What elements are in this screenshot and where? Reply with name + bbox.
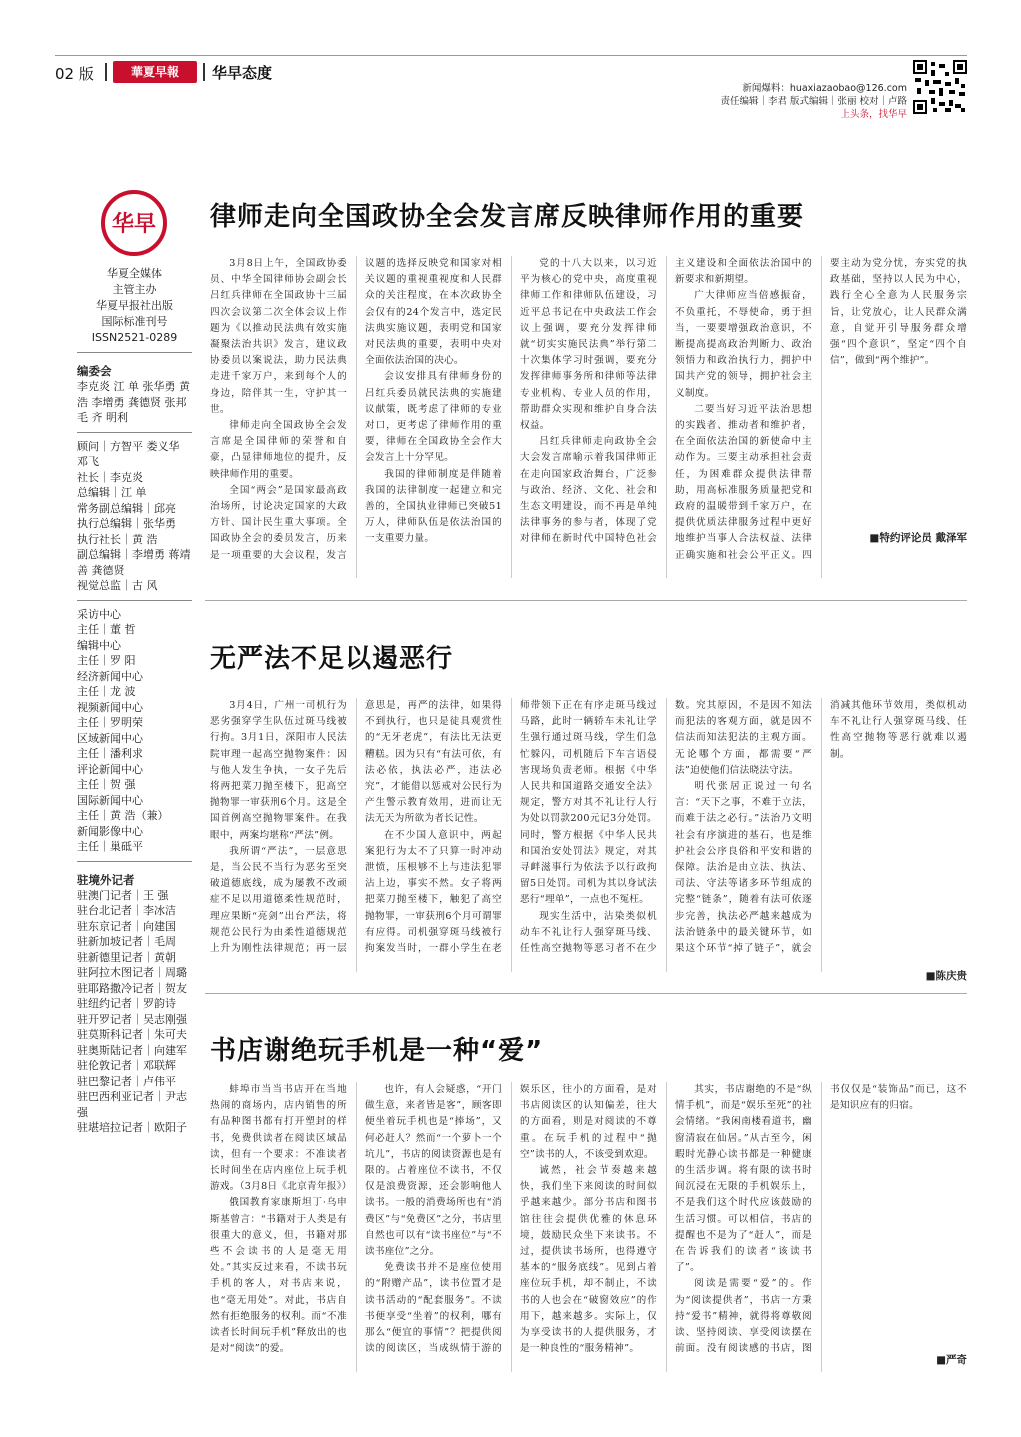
publisher-line: 主管主办 (112, 283, 157, 296)
article-3-title: 书店谢绝玩手机是一种“爱” (210, 1036, 544, 1066)
center-line: 经济新闻中心 (77, 669, 143, 683)
overseas-correspondent-line: 驻巴西利亚记者｜尹志强 (77, 1090, 187, 1119)
article-text-flow (210, 1082, 967, 1372)
publisher-line: ISSN2521-0289 (91, 331, 178, 344)
article-2-title: 无严法不足以遏恶行 (210, 644, 454, 674)
center-line: 视频新闻中心 (77, 700, 143, 714)
publisher-line: 华夏早报社出版 (96, 299, 173, 312)
sidebar-divider (77, 352, 192, 353)
article-paragraph: 全国“两会”是国家最高政治场所，讨论决定国家的大政方针、国计民生重大事项。全国政协全会的委员发言，历来是一项重要的大会议程，发言议题的选择反映党和国家对相关议题的重视重视度和人民群众的关注程度，在本次政协全会仅有的24个发言中，选定民法典实施议题，表明党和国家对民法典的重要，表明中央对全面依法治国的决心。 (210, 258, 502, 561)
article-paragraph: 3月4日，广州一司机行为恶劣强穿学生队伍过斑马线被行拘。3月1日，深阳市人民法院审理一起高空抛物案件：因与他人发生争执，一女子先后将两把菜刀抛至楼下，犯高空抛物罪一审获刑6个月。这是全国首例高空抛物罪案件。在我眼中，两案均堪称“严法”例。 (210, 700, 347, 841)
article-paragraph: 诚然，社会节奏越来越快，我们坐下来阅读的时间似乎越来越少。部分书店和图书馆往往会提供优雅的休息环境，鼓励民众坐下来读书。不过，提供读书场所，也得遵守基本的“服务底线”。见到占着座位玩手机，却不制止，不读书的人也会在“破窗效应”的作用下，越来越多。实际上，仅为享受读书的人提供服务，才是一种良性的“服务精神”。 (520, 1165, 657, 1355)
article-1-body (210, 256, 967, 578)
editorial-board-members: 李克炎 江 单 张华勇 黄 浩 李增勇 龚德贤 张邦毛 齐 明利 (77, 380, 190, 424)
sidebar-divider (77, 432, 192, 433)
staff-role-line: 总编辑｜江 单 (77, 486, 147, 499)
center-line: 采访中心 (77, 607, 121, 621)
article-paragraph: 免费读书并不是座位使用的“附赠产品”，读书位置才是读书活动的“配套服务”。不读书便享受“坐着”的权利，哪有那么“便宜的事情”？把提供阅读的阅读区，当成纵情于游的娱乐区，往小的方面看，是对书店阅读区的认知偏差，往大的方面看，则是对阅读的不尊重。在玩手机的过程中“抛空”读书的人，不该受到欢迎。 (365, 1084, 657, 1355)
article-text-flow (210, 698, 967, 972)
center-line: 国际新闻中心 (77, 793, 143, 807)
qr-code-icon (913, 60, 967, 114)
newspaper-seal-logo (101, 190, 167, 256)
center-line: 主任｜董 哲 (77, 623, 136, 636)
overseas-correspondent-line: 驻伦敦记者｜邓联辉 (77, 1059, 176, 1072)
article-paragraph: 其实，书店谢绝的不是“纵情手机”，而是“娱乐至死”的社会情绪。“我闲南楼看道书，幽窗清寂在仙居。”从古至今，闲暇时光静心读书都是一种健康的生活步调。将有限的读书时间沉浸在无限的手机娱乐上，不是我们这个时代应该鼓励的生活习惯。可以相信，书店的提醒也不是为了“赶人”，而是在告诉我们的读者“该读书了”。 (675, 1084, 812, 1274)
center-line: 新闻影像中心 (77, 824, 143, 838)
overseas-correspondent-line: 驻纽约记者｜罗韵诗 (77, 997, 176, 1010)
masthead-sidebar (77, 190, 192, 1136)
overseas-correspondent-line: 驻新德里记者｜黄朝 (77, 950, 176, 964)
article-divider (205, 993, 967, 994)
sidebar-divider (77, 600, 192, 601)
overseas-list (77, 888, 192, 1136)
article-paragraph: 广大律师应当倍感振奋，不负重托，不辱使命，勇于担当，一要要增强政治意识，不断提高提高政治判断力、政治领悟力和政治执行力，拥护中国共产党的领导，拥护社会主义制度。 (675, 290, 812, 399)
staff-role-line: 副总编辑｜李增勇 蒋靖善 龚德贤 (77, 548, 191, 577)
section-title: 华早态度 (212, 64, 273, 82)
center-line: 主任｜罗 阳 (77, 654, 136, 667)
center-line: 主任｜贺 强 (77, 778, 136, 791)
seal-text: 华早 (111, 212, 156, 237)
overseas-correspondent-line: 驻巴黎记者｜卢伟平 (77, 1074, 176, 1088)
center-line: 主任｜巢砥平 (77, 840, 143, 853)
editors-line: 责任编辑｜李君 版式编辑｜张丽 校对｜卢路 (720, 96, 907, 107)
staff-role-line: 社长｜李克炎 (77, 470, 143, 484)
sidebar-divider (77, 861, 192, 862)
center-line: 主任｜潘利求 (77, 747, 143, 760)
staff-role-line: 常务副总编辑｜邱亮 (77, 501, 176, 515)
article-1-byline: ■特约评论员 戴泽军 (869, 532, 967, 544)
overseas-correspondent-line: 驻开罗记者｜吴志刚强 (77, 1012, 187, 1026)
center-line: 主任｜龙 波 (77, 685, 136, 698)
overseas-correspondent-line: 驻台北记者｜李冰洁 (77, 904, 176, 917)
article-2-body (210, 698, 967, 972)
article-paragraph: 我国的律师制度是伴随着我国的法律制度一起建立和完善的，全国执业律师已突破51万人，律师队伍是依法治国的一支重要力量。 (365, 468, 502, 545)
article-paragraph: 我所谓“严法”，一层意思是，当公民不当行为恶劣至突破道德底线，成为屡教不改顽症不足以用道德柔性规范时，理应果断“亮剑”出台严法，将规范公民行为由柔性道德规范上升为刚性法律规范；再一层意思是，再严的法律，如果得不到执行，也只是徒具观赏性的“无牙老虎”，有法比无法更糟糕。因为只有“有法可依，有法必依，执法必严，违法必究”，才能借以惩戒对公民行为产生警示教育效用，进而让无法无天为所欲为者长记性。 (210, 700, 502, 955)
article-paragraph: 阅读是需要“爱”的。作为“阅读提供者”，书店一方秉持“爱书”精神，就得将尊敬阅读、坚持阅读、享受阅读摆在前面。没有阅读感的书店，图书仅仅是“装饰品”而已，这不是知识应有的归宿。 (675, 1084, 967, 1355)
overseas-correspondent-line: 驻堪培拉记者｜欧阳子 (77, 1121, 187, 1134)
overseas-correspondent-line: 驻新加坡记者｜毛周 (77, 935, 176, 948)
article-paragraph: 蚌埠市当当书店开在当地热闹的商场内，店内销售的所有品种图书都有打开塑封的样书，免费供读者在阅读区域品读，但有一个要求：不准读者长时间坐在店内座位上玩手机游戏。（3月8日《北京青年报》） (210, 1084, 352, 1193)
article-paragraph: 律师走向全国政协全会发言席是全国律师的荣誉和自豪，凸显律师地位的提升，反映律师作用的重要。 (210, 420, 347, 480)
article-3-body (210, 1082, 967, 1372)
article-paragraph: 也许，有人会疑惑，“开门做生意，来者皆是客”，顾客即便坐着玩手机也是“捧场”，又何必赶人？然而“一个萝卜一个坑儿”，书店的阅读资源也是有限的。占着座位不读书，不仅仅是浪费资源，还会影响他人读书。一般的消费场所也有“消费区”与“免费区”之分，书店里自然也可以有“读书座位”与“不读书座位”之分。 (365, 1084, 502, 1258)
article-paragraph: 会议安排具有律师身份的吕红兵委员就民法典的实施建议献策，既考虑了律师的专业对口，更考虑了律师作用的重要，律师在全国政协全会作大会发言上十分罕见。 (365, 371, 502, 464)
article-1-title: 律师走向全国政协全会发言席反映律师作用的重要 (210, 202, 805, 232)
roles-list (77, 439, 192, 594)
contact-email-line: 新闻爆料：huaxiazaobao@126.com (742, 83, 907, 94)
article-paragraph: 二要当好习近平法治思想的实践者、推动者和维护者，在全面依法治国的新使命中主动作为。三要主动承担社会责任，为困难群众提供法律帮助，用高标准服务质量把党和政府的温暖带到千家万户，在提供优质法律服务过程中更好地维护当事人合法权益、法律正确实施和社会公平正义。四要主动为党分忧，夯实党的执政基础，坚持以人民为中心，践行全心全意为人民服务宗旨，让党放心，让人民群众满意，自觉开引导服务群众增强“四个意识”，坚定“四个自信”，做到“两个维护”。 (675, 258, 967, 561)
center-line: 区域新闻中心 (77, 731, 143, 745)
article-text-flow (210, 256, 967, 578)
article-divider (205, 600, 967, 601)
publisher-line: 国际标准刊号 (101, 315, 168, 328)
article-3-byline: ■严奇 (936, 1354, 967, 1366)
staff-role-line: 执行社长｜黄 浩 (77, 532, 158, 546)
article-paragraph: 党的十八大以来，以习近平为核心的党中央，高度重视律师工作和律师队伍建设，习近平总书记在中央政法工作会议上强调，要充分发挥律师就“切实实施民法典”举行第二十次集体学习时强调，要充分发挥律师事务所和律师等法律专业机构、专业人员的作用，帮助群众实现和维护自身合法权益。 (520, 258, 657, 432)
header-separator (105, 63, 107, 81)
article-paragraph: 现实生活中，沾染类似机动车不礼让行人强穿斑马线、任性高空抛物等恶习者不在少数。究其原因，不是因不知法而犯法的客观方面，就是因不信法而知法犯法的主观方面。无论哪个方面，都需要“严法”迫使他们信法晓法守法。 (520, 700, 812, 955)
center-line: 主任｜罗明荣 (77, 716, 143, 729)
centers-list (77, 607, 192, 855)
slogan: 上头条，找华早 (840, 109, 907, 120)
article-paragraph: 俄国教育家康斯坦丁·乌申斯基曾言：“书籍对于人类是有很重大的意义，但，书籍对那些不会读书的人是毫无用处。”其实反过来看，不读书玩手机的客人，对书店来说，也“毫无用处”。对此，书店自然有拒绝服务的权利。而“不准读者长时间玩手机”释放出的也是对“阅读”的爱。 (210, 1197, 347, 1355)
contact-info (720, 82, 907, 121)
editorial-board-heading: 编委会 (77, 364, 112, 378)
overseas-correspondent-line: 驻奥斯陆记者｜向建军 (77, 1043, 187, 1057)
staff-role-line: 视觉总监｜古 风 (77, 579, 158, 592)
overseas-correspondent-line: 驻耶路撒冷记者｜贺友 (77, 981, 187, 995)
overseas-correspondent-line: 驻澳门记者｜王 强 (77, 888, 169, 902)
page-header (55, 55, 967, 125)
page-number: 02 版 (55, 65, 94, 83)
newspaper-logo: 華夏早報 (113, 61, 197, 83)
publisher-line: 华夏全媒体 (107, 267, 162, 280)
article-2-byline: ■陈庆贵 (925, 970, 967, 982)
staff-role-line: 顾问｜方智平 娄义华 邓飞 (77, 439, 180, 468)
article-paragraph: 在不少国人意识中，两起案犯行为太不了只算一时冲动泄愤，压根够不上与违法犯罪沾上边，事实不然。女子将两把菜刀抛至楼下，触犯了高空抛物罪，一审获刑6个月可谓罪有应得。司机强穿斑马线被行拘案发当时，一群小学生在老师带领下正在有序走斑马线过马路，此时一辆轿车未礼让学生强行通过斑马线，学生们急忙躲闪，司机随后下车言语侵害现场负责老师。根据《中华人民共和国道路交通安全法》规定，警方对其不礼让行人行为处以罚款200元记3分处罚。同时，警方根据《中华人民共和国治安处罚法》规定，对其寻衅滋事行为依法予以行政拘留5日处罚。司机为其以身试法恶行“埋单”，一点也不冤枉。 (365, 700, 657, 955)
center-line: 编辑中心 (77, 638, 121, 652)
overseas-correspondent-line: 驻阿拉木图记者｜周璐 (77, 966, 187, 979)
overseas-heading: 驻境外记者 (77, 872, 135, 887)
center-line: 评论新闻中心 (77, 762, 143, 776)
article-paragraph: 明代张居正说过一句名言：“天下之事，不难于立法，而难于法之必行。”法治乃文明社会有序演进的基石，也是维护社会公序良俗和平安和谐的保障。法治是由立法、执法、司法、守法等诸多环节组成的完整“链条”，随着有法可依逐步完善，执法必严越来越成为法治链条中的最关键环节，如果这个环节“掉了链子”，就会消减其他环节效用，类似机动车不礼让行人强穿斑马线、任性高空抛物等恶行就难以遏制。 (675, 700, 967, 955)
overseas-correspondent-line: 驻莫斯科记者｜朱可夫 (77, 1028, 187, 1041)
publisher-info (77, 266, 192, 346)
overseas-correspondent-line: 驻东京记者｜向建国 (77, 919, 176, 933)
staff-role-line: 执行总编辑｜张华勇 (77, 517, 176, 530)
article-paragraph: 3月8日上午，全国政协委员、中华全国律师协会副会长吕红兵律师在全国政协十三届四次会议第二次全体会议上作题为《以推动民法典有效实施凝聚法治共识》发言，建议政协委员以案说法，助力民法典走进千家万户，来到每个人的身边，陪伴其一生，守护其一世。 (210, 258, 347, 415)
header-rule (55, 55, 967, 56)
header-separator (203, 63, 205, 81)
center-line: 主任｜黄 浩（兼） (77, 809, 169, 822)
article-paragraph: 吕红兵律师走向政协全会大会发言席喻示着我国律师正在走向国家政治舞台，广泛参与政治、经济、文化、社会和生态文明建设，而不再是单纯法律事务的参与者，体现了党对律师在新时代中国特色社会主义建设和全面依法治国中的新要求和新期望。 (520, 258, 812, 545)
